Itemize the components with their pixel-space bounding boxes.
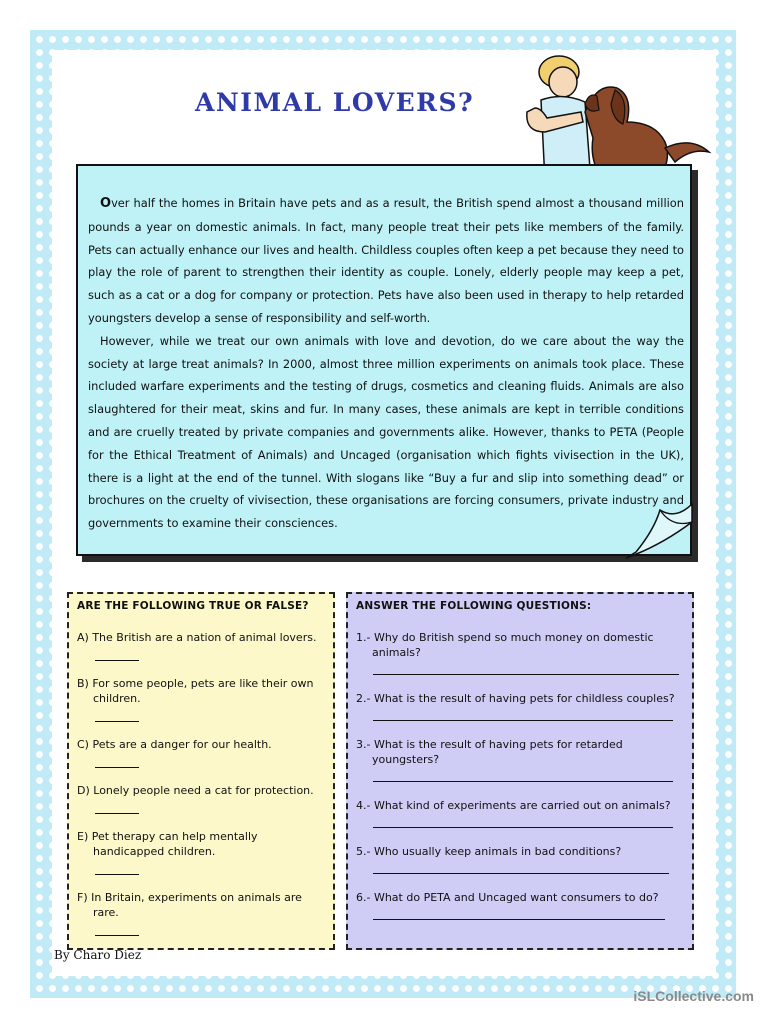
- statement-text: C) Pets are a danger for our health.: [77, 738, 272, 751]
- drop-cap: O: [100, 196, 112, 211]
- statement-text: D) Lonely people need a cat for protection.: [77, 784, 314, 797]
- question-item: [356, 630, 686, 675]
- question-text: 5.- Who usually keep animals in bad conditions?: [356, 845, 622, 858]
- true-false-item: [77, 676, 327, 722]
- answer-line[interactable]: [373, 663, 679, 675]
- answer-line[interactable]: [373, 908, 665, 920]
- question-text: 4.- What kind of experiments are carried out on animals?: [356, 799, 671, 812]
- question-item: [356, 844, 686, 874]
- questions-panel: [346, 592, 694, 950]
- answer-blank[interactable]: [95, 801, 139, 814]
- question-item: [356, 691, 686, 721]
- true-false-item: [77, 783, 327, 814]
- answer-blank[interactable]: [95, 862, 139, 875]
- answer-blank[interactable]: [95, 648, 139, 661]
- statement-text: F) In Britain, experiments on animals are rare.: [77, 891, 302, 919]
- worksheet-title: ANIMAL LOVERS?: [195, 88, 475, 117]
- question-item: [356, 890, 686, 920]
- reading-paragraph-1-text: ver half the homes in Britain have pets and as a result, the British spend almost a thousand million pounds a year on domestic animals. In fact, many people treat their pets like members of the family. Pets can actually enhance our lives and health. Childless couples often keep a pet because they need to play the role of parent to strengthen their identity as couple. Lonely, elderly people may keep a pet, such as a cat or a dog for company or protection. Pets have also been used in therapy to help retarded youngsters develop a sense of responsibility and self-worth.: [88, 196, 684, 325]
- questions-list: [356, 630, 686, 920]
- reading-paragraph-2: However, while we treat our own animals with love and devotion, do we care about the way the society at large treat animals? In 2000, almost three million experiments on animals took place. These included warfare experiments and the testing of drugs, cosmetics and cleaning fluids. Animals are also slaughtered for their meat, skins and fur. In many cases, these animals are kept in terrible conditions and are cruelly treated by private companies and governments alike. However, thanks to PETA (People for the Ethical Treatment of Animals) and Uncaged (organisation which fights vivisection in the UK), there is a light at the end of the tunnel. With slogans like “Buy a fur and slip into something dead” or brochures on the cruelty of vivisection, these organisations are forcing consumers, private industry and governments to examine their consciences.: [88, 333, 684, 531]
- question-item: [356, 798, 686, 828]
- true-false-list: [77, 630, 327, 936]
- statement-text: A) The British are a nation of animal lovers.: [77, 631, 317, 644]
- page-curl-decoration: [620, 500, 700, 570]
- questions-heading: ANSWER THE FOLLOWING QUESTIONS:: [356, 600, 592, 612]
- author-credit: By Charo Diez: [54, 948, 142, 962]
- statement-text: B) For some people, pets are like their own children.: [77, 677, 314, 705]
- site-watermark: iSLCollective.com: [633, 988, 754, 1004]
- answer-blank[interactable]: [95, 755, 139, 768]
- question-item: [356, 737, 686, 782]
- true-false-heading: ARE THE FOLLOWING TRUE OR FALSE?: [77, 600, 309, 612]
- question-text: 3.- What is the result of having pets for retarded youngsters?: [356, 738, 623, 766]
- question-text: 1.- Why do British spend so much money on domestic animals?: [356, 631, 654, 659]
- true-false-item: [77, 737, 327, 768]
- reading-text: [88, 192, 684, 535]
- true-false-item: [77, 630, 327, 661]
- question-text: 6.- What do PETA and Uncaged want consumers to do?: [356, 891, 659, 904]
- answer-blank[interactable]: [95, 923, 139, 936]
- true-false-panel: [67, 592, 335, 950]
- answer-blank[interactable]: [95, 709, 139, 722]
- statement-text: E) Pet therapy can help mentally handicapped children.: [77, 830, 258, 858]
- answer-line[interactable]: [373, 770, 673, 782]
- question-text: 2.- What is the result of having pets for childless couples?: [356, 692, 675, 705]
- true-false-item: [77, 829, 327, 875]
- answer-line[interactable]: [373, 862, 669, 874]
- true-false-item: [77, 890, 327, 936]
- answer-line[interactable]: [373, 709, 673, 721]
- reading-paragraph-1: [88, 192, 684, 330]
- answer-line[interactable]: [373, 816, 673, 828]
